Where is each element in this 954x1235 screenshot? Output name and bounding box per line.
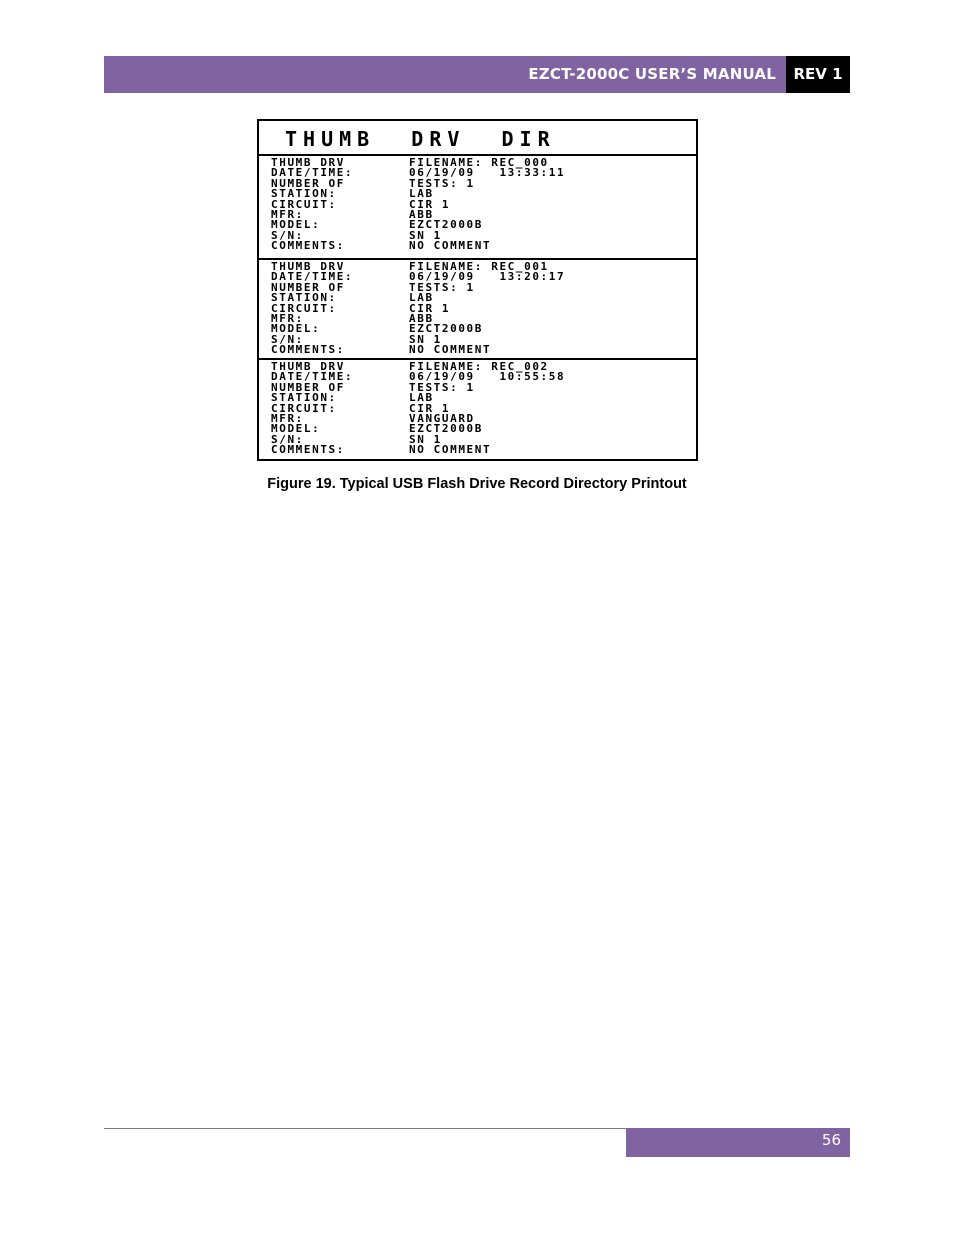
record-field-value: FILENAME: REC_000	[409, 156, 549, 169]
record-field-value: ABB	[409, 207, 434, 221]
record-field-label: THUMB DRV	[271, 360, 346, 373]
record-field-label: DATE/TIME:	[271, 270, 354, 284]
record-field-label: THUMB DRV	[271, 156, 346, 169]
record-field-label: NUMBER OF	[271, 280, 346, 294]
page-number: 56	[821, 1131, 841, 1149]
record-field-value: EZCT2000B	[409, 322, 484, 336]
record-field-label: DATE/TIME:	[271, 370, 354, 384]
figure-caption: Figure 19. Typical USB Flash Drive Record Directory Printout	[267, 476, 687, 492]
record-line	[271, 311, 696, 325]
record-field-value: 06/19/09 10:55:58	[409, 370, 566, 384]
record-field-value: SN 1	[409, 432, 442, 446]
record-line	[271, 197, 696, 211]
record-field-label: STATION:	[271, 187, 337, 201]
record-line	[271, 345, 696, 355]
record-field-value: LAB	[409, 187, 434, 201]
record-line	[271, 220, 696, 230]
record-field-value: TESTS: 1	[409, 380, 475, 394]
record-line	[271, 301, 696, 315]
record-field-value: FILENAME: REC_001	[409, 260, 549, 273]
record-field-value: CIR 1	[409, 197, 451, 211]
manual-title: EZCT-2000C USER’S MANUAL	[528, 65, 776, 83]
record-field-value: TESTS: 1	[409, 280, 475, 294]
record-field-label: MFR:	[271, 411, 304, 425]
record-field-label: STATION:	[271, 291, 337, 305]
record-field-value: LAB	[409, 391, 434, 405]
record-field-label: NUMBER OF	[271, 380, 346, 394]
record-line	[271, 324, 696, 334]
record-field-label: CIRCUIT:	[271, 301, 337, 315]
record-block	[259, 358, 696, 459]
record-field-label: THUMB DRV	[271, 260, 346, 273]
record-field-value: SN 1	[409, 332, 442, 346]
revision-badge: REV 1	[786, 56, 850, 93]
record-line	[271, 411, 696, 425]
record-field-label: MODEL:	[271, 218, 321, 232]
record-field-label: COMMENTS:	[271, 443, 346, 457]
record-field-label: CIRCUIT:	[271, 197, 337, 211]
record-block	[259, 156, 696, 258]
record-field-label: MODEL:	[271, 422, 321, 436]
record-field-label: COMMENTS:	[271, 239, 346, 253]
record-field-value: SN 1	[409, 228, 442, 242]
footer-bar	[626, 1128, 850, 1157]
record-field-label: DATE/TIME:	[271, 166, 354, 180]
record-field-label: COMMENTS:	[271, 343, 346, 357]
record-field-value: LAB	[409, 291, 434, 305]
record-field-value: TESTS: 1	[409, 176, 475, 190]
record-field-value: ABB	[409, 311, 434, 325]
record-field-label: STATION:	[271, 391, 337, 405]
record-block	[259, 258, 696, 358]
record-field-value: EZCT2000B	[409, 218, 484, 232]
record-field-label: CIRCUIT:	[271, 401, 337, 415]
record-field-label: MFR:	[271, 311, 304, 325]
header-bar	[104, 56, 786, 93]
record-field-label: S/N:	[271, 228, 304, 242]
record-field-value: NO COMMENT	[409, 443, 492, 457]
record-field-value: NO COMMENT	[409, 343, 492, 357]
record-field-value: CIR 1	[409, 401, 451, 415]
record-line	[271, 445, 696, 455]
record-field-value: 06/19/09 13:20:17	[409, 270, 566, 284]
record-field-label: S/N:	[271, 432, 304, 446]
record-field-value: FILENAME: REC_002	[409, 360, 549, 373]
printout-title: THUMB DRV DIR	[259, 121, 696, 156]
record-field-value: VANGUARD	[409, 411, 475, 425]
record-line	[271, 424, 696, 434]
record-line	[271, 401, 696, 415]
record-field-value: EZCT2000B	[409, 422, 484, 436]
record-line	[271, 241, 696, 251]
thumb-drive-directory-printout	[257, 119, 698, 461]
record-field-value: 06/19/09 13:33:11	[409, 166, 566, 180]
footer-rule	[104, 1128, 626, 1129]
record-line	[271, 207, 696, 221]
record-field-label: NUMBER OF	[271, 176, 346, 190]
record-field-label: MFR:	[271, 207, 304, 221]
record-field-label: MODEL:	[271, 322, 321, 336]
record-field-label: S/N:	[271, 332, 304, 346]
record-field-value: NO COMMENT	[409, 239, 492, 253]
record-field-value: CIR 1	[409, 301, 451, 315]
